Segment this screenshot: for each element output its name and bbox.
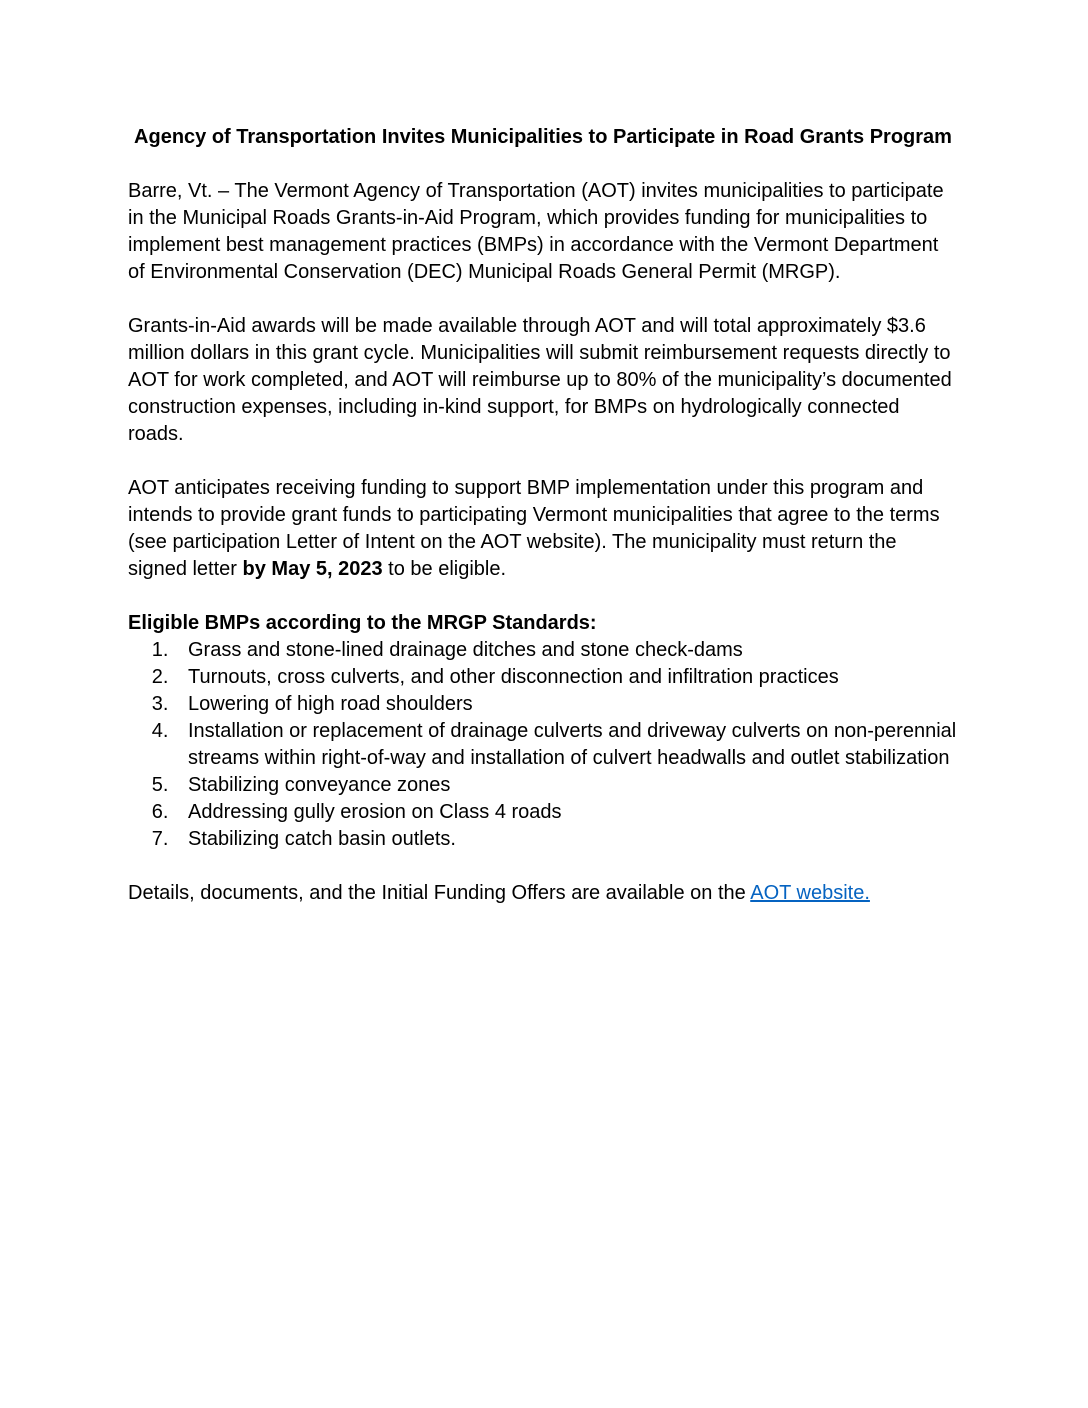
deadline-date: by May 5, 2023 [242, 558, 383, 580]
aot-website-link[interactable]: AOT website. [750, 882, 870, 904]
paragraph-awards: Grants-in-Aid awards will be made available through AOT and will total approximately $3.6 million dollars in this grant cycle. Municipalities will submit reimbursement requests directly to AOT for work completed, and AOT will reimburse up to 80% of the municipality’s documented construction expenses, including in-kind support, for BMPs on hydrologically connected roads. [128, 315, 952, 445]
closing-text: Details, documents, and the Initial Funding Offers are available on the [128, 882, 751, 904]
list-item-6: 6. Addressing gully erosion on Class 4 roads [174, 799, 958, 826]
paragraph-deadline [128, 475, 958, 583]
closing-paragraph [128, 880, 958, 907]
list-item-5: 5. Stabilizing conveyance zones [174, 772, 958, 799]
deadline-text-after: to be eligible. [382, 558, 507, 580]
list-item-1: 1. Grass and stone-lined drainage ditches and stone check-dams [174, 637, 958, 664]
list-item-2: 2. Turnouts, cross culverts, and other disconnection and infiltration practices [174, 664, 958, 691]
list-item-3: 3. Lowering of high road shoulders [174, 691, 958, 718]
bmp-list [128, 637, 958, 853]
bmp-list-heading: Eligible BMPs according to the MRGP Standards: [128, 612, 597, 634]
deadline-text-before: AOT anticipates receiving funding to support BMP implementation under this program and intends to provide grant funds to participating Vermont municipalities that agree to the terms (see participation Letter of Intent on the AOT website). The municipality must return the signed letter [128, 477, 940, 580]
document-title: Agency of Transportation Invites Municipalities to Participate in Road Grants Program [134, 126, 952, 148]
paragraph-intro: Barre, Vt. – The Vermont Agency of Transportation (AOT) invites municipalities to participate in the Municipal Roads Grants-in-Aid Program, which provides funding for municipalities to implement best management practices (BMPs) in accordance with the Vermont Department of Environmental Conservation (DEC) Municipal Roads General Permit (MRGP). [128, 180, 944, 283]
list-item-7: 7. Stabilizing catch basin outlets. [174, 826, 958, 853]
list-item-4: 4. Installation or replacement of drainage culverts and driveway culverts on non-perennial streams within right-of-way and installation of culvert headwalls and outlet stabilization [174, 718, 958, 772]
